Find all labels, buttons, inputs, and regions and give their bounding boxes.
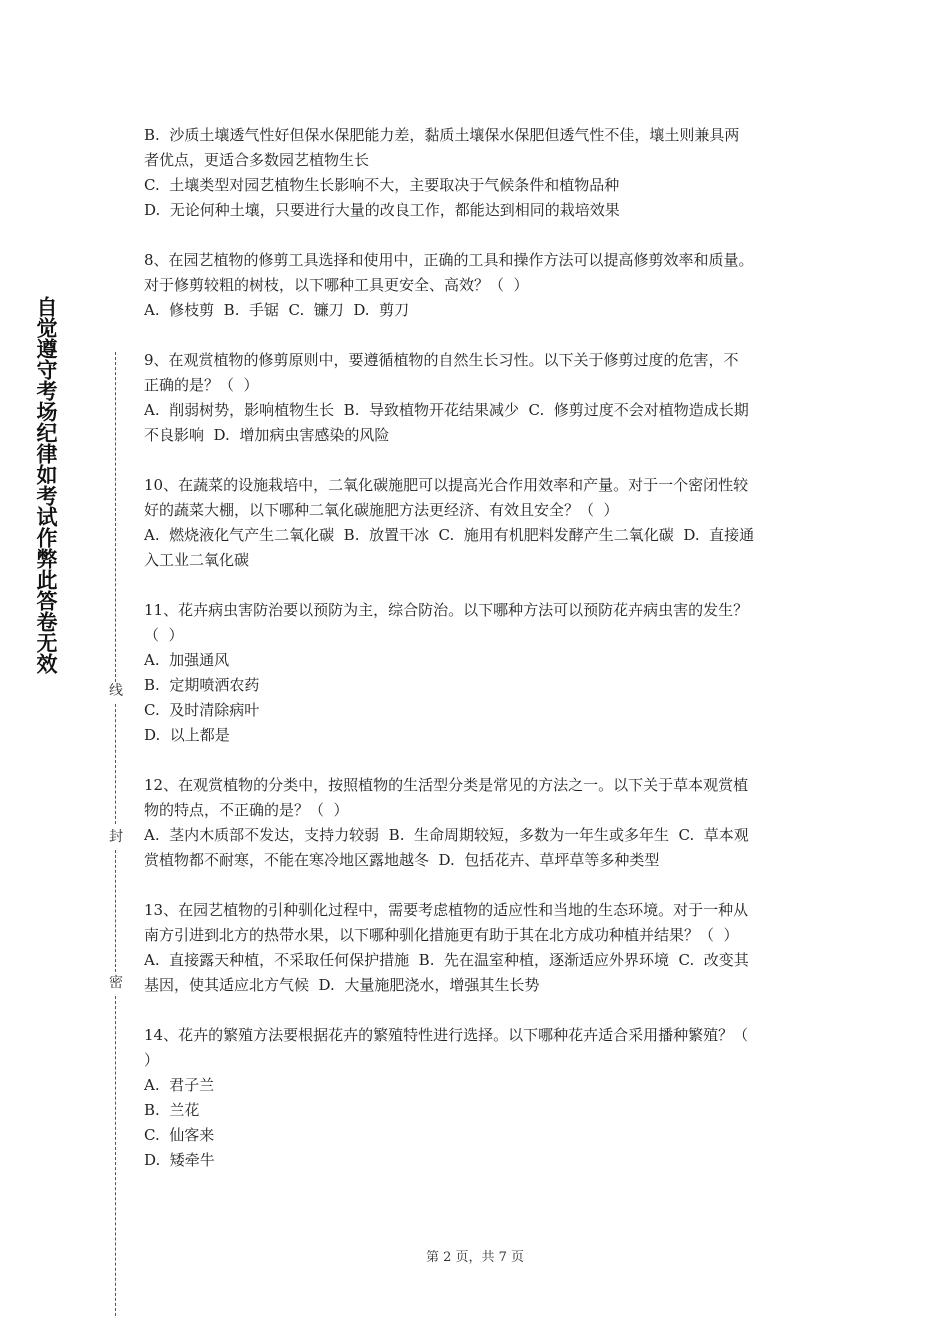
option-a: A. 君子兰 <box>144 1076 215 1094</box>
question-stem: 13、在园艺植物的引种驯化过程中，需要考虑植物的适应性和当地的生态环境。对于一种从 <box>144 901 749 919</box>
option-line: A. 茎内木质部不发达，支持力较弱 B. 生命周期较短，多数为一年生或多年生 C. 草本观 <box>144 826 749 844</box>
option-b: B. 定期喷洒农药 <box>144 676 260 694</box>
option-line: 者优点，更适合多数园艺植物生长 <box>144 151 370 169</box>
option-line: A. 燃烧液化气产生二氧化碳 B. 放置干冰 C. 施用有机肥料发酵产生二氧化碳 D. 直接通 <box>144 526 755 544</box>
option-line: D. 无论何种土壤，只要进行大量的改良工作，都能达到相同的栽培效果 <box>144 201 620 219</box>
question-11 <box>144 598 824 748</box>
seal-label-xian: 线 <box>109 683 123 699</box>
question-stem: 物的特点，不正确的是？（ ） <box>144 801 349 819</box>
question-stem: 南方引进到北方的热带水果，以下哪种驯化措施更有助于其在北方成功种植并结果？（ ） <box>144 926 739 944</box>
option-b: B. 兰花 <box>144 1101 200 1119</box>
question-14 <box>144 1023 824 1173</box>
option-line: A. 修枝剪 B. 手锯 C. 镰刀 D. 剪刀 <box>144 301 410 319</box>
question-stem: 14、花卉的繁殖方法要根据花卉的繁殖特性进行选择。以下哪种花卉适合采用播种繁殖？（ <box>144 1026 749 1044</box>
option-line: C. 土壤类型对园艺植物生长影响不大，主要取决于气候条件和植物品种 <box>144 176 620 194</box>
option-line: B. 沙质土壤透气性好但保水保肥能力差，黏质土壤保水保肥但透气性不佳，壤土则兼具两 <box>144 126 740 144</box>
exam-discipline-warning: 自觉遵守考场纪律如考试作弊此答卷无效 <box>34 296 58 674</box>
option-line: 赏植物都不耐寒，不能在寒冷地区露地越冬 D. 包括花卉、草坪草等多种类型 <box>144 851 660 869</box>
option-line: A. 直接露天种植，不采取任何保护措施 B. 先在温室种植，逐渐适应外界环境 C. 改变其 <box>144 951 749 969</box>
option-line: 基因，使其适应北方气候 D. 大量施肥浇水，增强其生长势 <box>144 976 540 994</box>
option-a: A. 加强通风 <box>144 651 230 669</box>
question-stem: 好的蔬菜大棚，以下哪种二氧化碳施肥方法更经济、有效且安全？（ ） <box>144 501 619 519</box>
option-line: A. 削弱树势，影响植物生长 B. 导致植物开花结果减少 C. 修剪过度不会对植物造成长期 <box>144 401 749 419</box>
question-7-remainder <box>144 123 824 223</box>
question-stem: ） <box>144 1051 160 1069</box>
option-d: D. 以上都是 <box>144 726 230 744</box>
option-line: 入工业二氧化碳 <box>144 551 250 569</box>
question-stem: 8、在园艺植物的修剪工具选择和使用中，正确的工具和操作方法可以提高修剪效率和质量。 <box>144 251 754 269</box>
option-line: 不良影响 D. 增加病虫害感染的风险 <box>144 426 390 444</box>
question-stem: 12、在观赏植物的分类中，按照植物的生活型分类是常见的方法之一。以下关于草本观赏植 <box>144 776 749 794</box>
binding-dashed-line <box>115 352 116 682</box>
question-9 <box>144 348 824 448</box>
question-stem: 对于修剪较粗的树枝，以下哪种工具更安全、高效？（ ） <box>144 276 529 294</box>
binding-dashed-line <box>115 704 116 824</box>
page-number: 第 2 页，共 7 页 <box>425 1250 525 1265</box>
question-10 <box>144 473 824 573</box>
question-13 <box>144 898 824 998</box>
option-d: D. 矮牵牛 <box>144 1151 215 1169</box>
seal-label-feng: 封 <box>109 829 123 845</box>
question-stem: 9、在观赏植物的修剪原则中，要遵循植物的自然生长习性。以下关于修剪过度的危害，不 <box>144 351 739 369</box>
option-c: C. 及时清除病叶 <box>144 701 260 719</box>
seal-label-mi: 密 <box>109 975 123 991</box>
question-stem: 11、花卉病虫害防治要以预防为主，综合防治。以下哪种方法可以预防花卉病虫害的发生？ <box>144 601 749 619</box>
exam-questions <box>144 123 824 1173</box>
question-8 <box>144 248 824 323</box>
question-stem: （ ） <box>144 626 184 644</box>
question-12 <box>144 773 824 873</box>
binding-dashed-line <box>115 850 116 972</box>
option-c: C. 仙客来 <box>144 1126 215 1144</box>
question-stem: 正确的是？（ ） <box>144 376 259 394</box>
binding-dashed-line <box>115 996 116 1316</box>
question-stem: 10、在蔬菜的设施栽培中，二氧化碳施肥可以提高光合作用效率和产量。对于一个密闭性较 <box>144 476 749 494</box>
